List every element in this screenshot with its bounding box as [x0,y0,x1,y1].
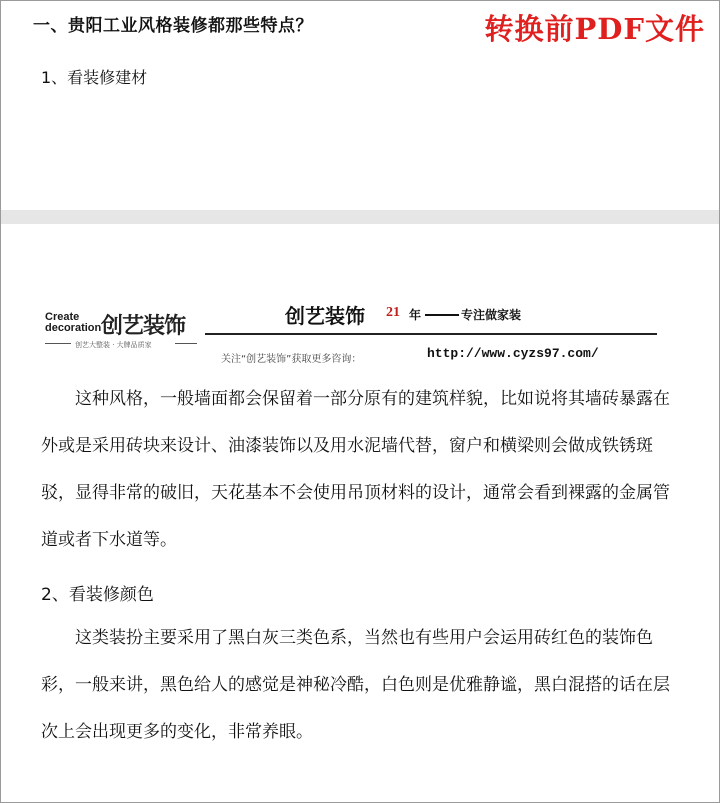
logo-chinese: 创艺装饰 [101,313,186,339]
page-separator [1,210,719,224]
banner-follow-text: 关注“创艺装饰”获取更多咨询： [221,354,362,365]
paragraph-colors: 这类装扮主要采用了黑白灰三类色系，当然也有些用户会运用砖红色的装饰色彩，一般来讲，黑色给人的感觉是神秘冷酷，白色则是优雅静谧，黑白混搭的话在层次上会出现更多的变化，非常养眼。 [41,628,670,742]
pdf-page-2 [1,224,719,802]
banner-title: 创艺装饰 [285,304,365,328]
logo-english-line1: Create [45,311,80,323]
section-heading: 一、贵阳工业风格装修都那些特点？ [33,16,313,36]
logo-rule-right [175,343,197,344]
banner-years: 21 [386,305,400,320]
paragraph-materials: 这种风格，一般墙面都会保留着一部分原有的建筑样貌，比如说将其墙砖暴露在外或是采用砖块来设计、油漆装饰以及用水泥墙代替，窗户和横梁则会做成铁锈斑驳，显得非常的破旧，天花基本不会使用吊顶材料的设计，通常会看到裸露的金属管道或者下水道等。 [41,389,670,550]
company-logo [45,312,205,356]
banner-slogan: 专注做家装 [461,308,522,322]
subheading-colors: 2、看装修颜色 [41,585,154,605]
logo-rule-left [45,343,71,344]
pdf-page-1 [1,1,719,210]
company-banner [45,300,657,372]
banner-dash [425,314,459,316]
logo-slogan: 创艺大整装 · 大牌品质家 [75,341,152,349]
banner-url: http://www.cyzs97.com/ [427,346,599,361]
watermark-label: 转换前PDF文件 [484,12,705,46]
banner-years-unit: 年 [409,308,422,322]
subheading-materials: 1、看装修建材 [41,68,148,87]
banner-rule [205,333,657,335]
logo-english-line2: decoration [45,322,102,334]
